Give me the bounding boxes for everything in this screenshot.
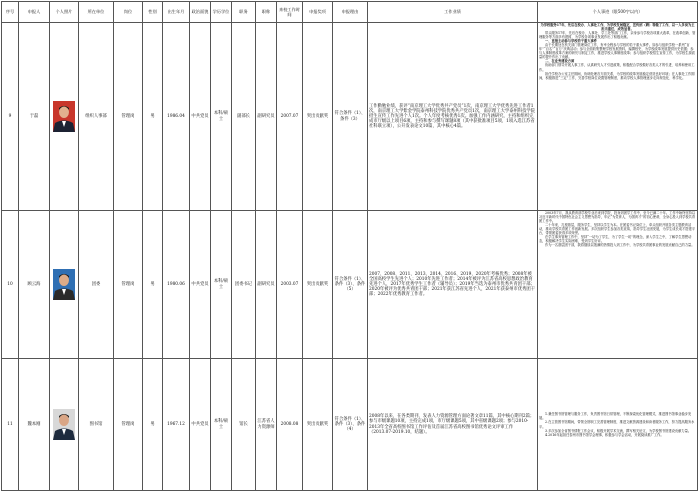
unit-cell: 团委 bbox=[79, 211, 114, 359]
header-cell: 学历学位 bbox=[211, 2, 232, 23]
header-cell: 个人照片 bbox=[50, 2, 79, 23]
deeds-paragraph: 2.在主管图书馆期间，带领全馆职工完善管理制度，推进文献资源建设和读者服务工作，努力提高服务水平。 bbox=[539, 420, 695, 429]
table-row bbox=[2, 359, 698, 491]
duty-cell: 馆长 bbox=[232, 359, 256, 491]
applicant-name: 顾云海 bbox=[19, 211, 50, 359]
deeds-section-title: 一、直接主动参与学校若干重大事件 bbox=[545, 39, 597, 44]
deeds-paragraph: 作为一名基层团干部，我将继续以饱满的热情投入到工作中，为学校共青团事业的发展贡献自己的力量。 bbox=[545, 243, 695, 248]
portrait-photo bbox=[53, 101, 75, 132]
performance-cell bbox=[368, 359, 538, 491]
award-cell: 突出贡献奖 bbox=[303, 359, 333, 491]
unit-cell: 图书馆 bbox=[79, 359, 114, 491]
performance-text: 2007、2008、2011、2013、2014、2016、2019、2020年考核优秀；2008年被全国高校学生先进个人；2010年先进工作者；2014年被评为江苏省高校思想政治教育先进个人，2017年优秀学生工作者（辅导员）；2019年当选为泰州市优秀共青团干部；2020年被评为优秀共青团干部；2021年获江苏省先进个人，2021年获泰州市优秀团干部；2022年优秀教育工作者。 bbox=[369, 271, 536, 298]
title-cell: 江苏省人力资源师 bbox=[256, 359, 277, 491]
birth-cell: 1980.06 bbox=[163, 211, 190, 359]
performance-text: 2008年以来，在各类期刊、发表人力资源管理方面论著文章11篇，其中核心期刊2篇；参与市级课题10项，主持完成1项，市厅级课题5项，其中省级课题2项；参与2010-2013年全省高校图书馆工作评估及首届江苏省高校图书馆优秀论文评审工作（2013.07-2019.10，结题）。 bbox=[369, 414, 535, 435]
deeds-cell bbox=[538, 211, 698, 359]
candidate-table bbox=[1, 1, 698, 491]
performance-cell bbox=[368, 211, 538, 359]
performance-text: 工作勤勉业绩，获评“南京理工大学优秀共产党员”1次，南京理工大学优秀先进工作者1次，南京理工大学紫金学院泰州科技学院优秀共产党员1次，南京理工大学泰州科技学院招生宣传工作先进个人1次。个人年度考核优秀1次。加强工作内涵研究，主持和组织完成市厅级以上项目6项，主持和参与撰写课题8项（其中获批准项目5项、1项入选江苏省社科联立项），公开发表论文10篇，其中核心4篇。 bbox=[369, 103, 536, 130]
deeds-paragraph: 在学生事务管理工作中，坚持“一切为了学生，为了学生一切”的理念，深入学生之中，了解学生思想动态，积极解决学生实际困难，受到学生好评。 bbox=[539, 235, 692, 244]
deeds-paragraph: 二十年来，扎根基层，服务学生，坚持以学生为本。在团委书记岗位上，牵头组织开展各类主题教育活动，推动学校共青团工作创新发展。多次组织学生参加各类竞赛，指导学生社团发展，为学生成长成才搭建平台，带领团委获得多项荣誉。 bbox=[539, 223, 695, 236]
deeds-paragraph: 协助部门领导开展人事工作，认真研究人才引进政策，积极配合学校做好各类人才的引进、培养和使用工作。 bbox=[539, 63, 695, 72]
header-cell: 性别 bbox=[143, 2, 163, 23]
reason-cell: 符合条件（1）、条件（3）、条件（4） bbox=[333, 359, 368, 491]
reason-cell: 符合条件（1）、条件（3）、条件（5） bbox=[333, 211, 368, 359]
join-cell: 2007.07 bbox=[277, 23, 303, 211]
applicant-name: 魏本刚 bbox=[19, 359, 50, 491]
deeds-paragraph: 2003年7月，我从教育部学校毕业后来到学院，投身到团学工作中，至今已满二十年。工作中始终坚持以习近平新时代中国特色社会主义思想为指导，牢记“为党育人、为国育才”的初心使命，全身心投入到学校共青团工作中。 bbox=[539, 211, 696, 224]
performance-cell bbox=[368, 23, 538, 211]
deeds-section-title: 二、在业务建设方面 bbox=[545, 59, 575, 64]
header-row bbox=[2, 2, 698, 23]
title-cell: 副研究员 bbox=[256, 211, 277, 359]
award-cell: 突出贡献奖 bbox=[303, 211, 333, 359]
deeds-cell bbox=[538, 359, 698, 491]
birth-cell: 1967.12 bbox=[163, 359, 190, 491]
header-cell: 工作业绩 bbox=[368, 2, 538, 23]
title-cell: 副研究员 bbox=[256, 23, 277, 211]
post-cell: 管理岗 bbox=[114, 359, 143, 491]
table-row bbox=[2, 23, 698, 211]
degree-cell: 本科/硕士 bbox=[211, 211, 232, 359]
deeds-paragraph: 4.2016年起担任泰州市图书馆学会理事，积极参与学会活动，开展阅读推广工作。 bbox=[545, 432, 664, 437]
header-cell: 职称 bbox=[256, 2, 277, 23]
degree-cell: 本科/硕士 bbox=[211, 23, 232, 211]
row-number: 10 bbox=[2, 211, 19, 359]
header-cell: 政治面貌 bbox=[190, 2, 211, 23]
header-cell: 申报人 bbox=[19, 2, 50, 23]
header-cell: 出生年月 bbox=[163, 2, 190, 23]
photo-cell bbox=[50, 359, 79, 491]
header-cell: 职务 bbox=[232, 2, 256, 23]
deeds-paragraph: 由于长期处在机关部门管理岗位工作，有幸全程参与学校的若干重大事件。如参与组织学校一系列“百年”“百名”“百万”庆典活动；参与全面收集整理学校发展资料，编撰校史，为学校改革发展提供历史依据；参与人事制度改革方案的研究与制定工作，推进学校人事制度改革；参与组织学校招生宣传工作，为学校生源质量的提升作出了贡献。 bbox=[539, 43, 695, 60]
portrait-photo bbox=[53, 409, 75, 440]
deeds-paragraph: 带头服务17年，先后在校办、人事处、学工处等部门工作，亲身参与学校各项重大改革，在改革创新、管理服务等方面多有建树，为学校各项事业发展作出了积极贡献。 bbox=[539, 31, 696, 40]
header-cell: 序号 bbox=[2, 2, 19, 23]
table-row bbox=[2, 211, 698, 359]
duty-cell: 团委书记 bbox=[232, 211, 256, 359]
deeds-cell bbox=[538, 23, 698, 211]
row-number: 11 bbox=[2, 359, 19, 491]
unit-cell: 组织人事部 bbox=[79, 23, 114, 211]
header-cell: 申报奖项 bbox=[303, 2, 333, 23]
post-cell: 管理岗 bbox=[114, 211, 143, 359]
party-cell: 中共党员 bbox=[190, 23, 211, 211]
deeds-heading: 为学校服务17年，先后在校办、人事处工作，为学校发展稳定、宣传招（聘）等做了工作，以一人多岗为主担当重任，成效显著。 bbox=[540, 23, 695, 32]
sex-cell: 男 bbox=[143, 359, 163, 491]
photo-cell bbox=[50, 211, 79, 359]
degree-cell: 本科/硕士 bbox=[211, 359, 232, 491]
join-cell: 2008.08 bbox=[277, 359, 303, 491]
post-cell: 管理岗 bbox=[114, 23, 143, 211]
header-cell: 所在单位 bbox=[79, 2, 114, 23]
duty-cell: 副部长 bbox=[232, 23, 256, 211]
sex-cell: 男 bbox=[143, 23, 163, 211]
header-cell: 岗位 bbox=[114, 2, 143, 23]
sex-cell: 男 bbox=[143, 211, 163, 359]
deeds-paragraph: 1.兼任图书馆管理与服务工作，负责图书馆日常管理，不断探索优化管理模式，推进图书馆事业稳步发展。 bbox=[539, 412, 692, 421]
reason-cell: 符合条件（1）、条件（3） bbox=[333, 23, 368, 211]
party-cell: 中共党员 bbox=[190, 359, 211, 491]
portrait-photo bbox=[53, 269, 75, 300]
birth-cell: 1986.04 bbox=[163, 23, 190, 211]
photo-cell bbox=[50, 23, 79, 211]
header-cell: 来校工作时间 bbox=[277, 2, 303, 23]
header-cell: 个人事迹（限500字以内） bbox=[538, 2, 698, 23]
party-cell: 中共党员 bbox=[190, 211, 211, 359]
deeds-paragraph: 担任学校办公室主任期间，协调处理各方面关系，为学校的改革发展稳定营造良好环境；在人事处工作期间，积极推进“三定”工作，完善学校岗位设置管理制度，推动学校人事管理逐步走向规范化、科学化。 bbox=[539, 71, 695, 80]
join-cell: 2003.07 bbox=[277, 211, 303, 359]
row-number: 9 bbox=[2, 23, 19, 211]
header-cell: 申报理由 bbox=[333, 2, 368, 23]
award-cell: 突出贡献奖 bbox=[303, 23, 333, 211]
applicant-name: 于磊 bbox=[19, 23, 50, 211]
deeds-paragraph: 3.多次参加全省图书情报工作会议，积极开展学术交流，撰写相关论文，为学校图书馆建设贡献力量。 bbox=[545, 428, 692, 433]
